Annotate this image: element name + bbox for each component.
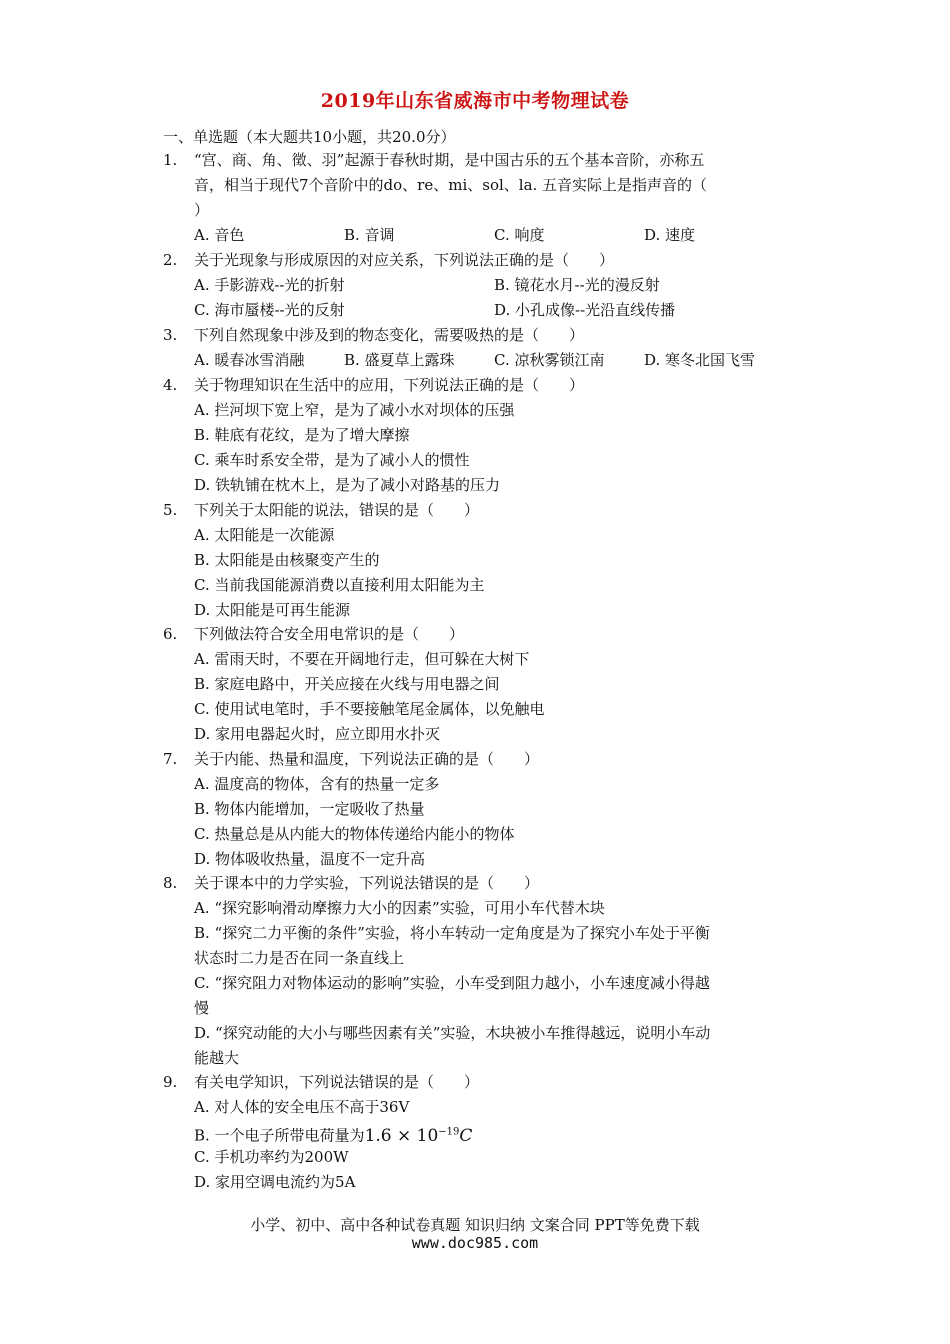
- option-1a: A. 音色: [194, 226, 245, 244]
- section-heading: 一、单选题（本大题共10小题，共20.0分）: [163, 128, 456, 146]
- option-8d-line-1: D. “探究动能的大小与哪些因素有关”实验，木块被小车推得越远，说明小车动: [194, 1024, 711, 1042]
- option-2a: A. 手影游戏--光的折射: [194, 276, 345, 294]
- option-1d: D. 速度: [644, 226, 696, 244]
- option-1c: C. 响度: [494, 226, 545, 244]
- option-4a: A. 拦河坝下宽上窄，是为了减小水对坝体的压强: [194, 401, 515, 419]
- option-2d: D. 小孔成像--光沿直线传播: [494, 301, 676, 319]
- option-7c: C. 热量总是从内能大的物体传递给内能小的物体: [194, 825, 515, 843]
- question-number-2: 2.: [163, 251, 178, 269]
- option-3c: C. 凉秋雾锁江南: [494, 351, 605, 369]
- question-7-text: 关于内能、热量和温度，下列说法正确的是（ ）: [194, 750, 540, 768]
- question-4-text: 关于物理知识在生活中的应用，下列说法正确的是（ ）: [194, 376, 585, 394]
- option-6d: D. 家用电器起火时，应立即用水扑灭: [194, 725, 441, 743]
- question-number-8: 8.: [163, 874, 178, 892]
- option-7a: A. 温度高的物体，含有的热量一定多: [194, 775, 440, 793]
- formula-unit: C: [459, 1125, 473, 1146]
- question-2-text: 关于光现象与形成原因的对应关系，下列说法正确的是（ ）: [194, 251, 615, 269]
- question-1-line-2: 音，相当于现代7个音阶中的do、re、mi、sol、la. 五音实际上是指声音的（: [194, 176, 708, 194]
- formula-exponent: −19: [438, 1126, 460, 1137]
- option-3b: B. 盛夏草上露珠: [344, 351, 455, 369]
- option-6c: C. 使用试电笔时，手不要接触笔尾金属体，以免触电: [194, 700, 545, 718]
- option-9d: D. 家用空调电流约为5A: [194, 1173, 356, 1191]
- page-title: 2019年山东省威海市中考物理试卷: [320, 90, 630, 112]
- option-7d: D. 物体吸收热量，温度不一定升高: [194, 850, 426, 868]
- question-3-text: 下列自然现象中涉及到的物态变化，需要吸热的是（ ）: [194, 326, 585, 344]
- option-4c: C. 乘车时系安全带，是为了减小人的惯性: [194, 451, 470, 469]
- option-5c: C. 当前我国能源消费以直接利用太阳能为主: [194, 576, 485, 594]
- option-7b: B. 物体内能增加，一定吸收了热量: [194, 800, 425, 818]
- option-8b-line-1: B. “探究二力平衡的条件”实验，将小车转动一定角度是为了探究小车处于平衡: [194, 924, 710, 942]
- option-1b: B. 音调: [344, 226, 395, 244]
- footer-text: 小学、初中、高中各种试卷真题 知识归纳 文案合同 PPT等免费下载: [250, 1216, 700, 1234]
- question-1-line-1: “宫、商、角、徵、羽”起源于春秋时期，是中国古乐的五个基本音阶，亦称五: [194, 151, 705, 169]
- question-number-1: 1.: [163, 151, 178, 169]
- option-9b-text: B. 一个电子所带电荷量为: [194, 1126, 365, 1145]
- question-5-text: 下列关于太阳能的说法，错误的是（ ）: [194, 501, 480, 519]
- option-5a: A. 太阳能是一次能源: [194, 526, 335, 544]
- formula-base: 1.6 × 10: [364, 1125, 439, 1146]
- option-8c-line-1: C. “探究阻力对物体运动的影响”实验，小车受到阻力越小，小车速度减小得越: [194, 974, 710, 992]
- question-number-4: 4.: [163, 376, 178, 394]
- option-2c: C. 海市蜃楼--光的反射: [194, 301, 345, 319]
- option-8d-line-2: 能越大: [194, 1049, 240, 1067]
- option-6b: B. 家庭电路中，开关应接在火线与用电器之间: [194, 675, 500, 693]
- option-5d: D. 太阳能是可再生能源: [194, 601, 351, 619]
- option-2b: B. 镜花水月--光的漫反射: [494, 276, 660, 294]
- option-6a: A. 雷雨天时，不要在开阔地行走，但可躲在大树下: [194, 650, 530, 668]
- option-8b-line-2: 状态时二力是否在同一条直线上: [194, 949, 405, 967]
- option-8c-line-2: 慢: [194, 999, 210, 1017]
- option-5b: B. 太阳能是由核聚变产生的: [194, 551, 380, 569]
- option-9a: A. 对人体的安全电压不高于36V: [194, 1098, 410, 1116]
- question-8-text: 关于课本中的力学实验，下列说法错误的是（ ）: [194, 874, 540, 892]
- option-9c: C. 手机功率约为200W: [194, 1148, 349, 1166]
- option-3a: A. 暖春冰雪消融: [194, 351, 305, 369]
- question-number-9: 9.: [163, 1073, 178, 1091]
- option-4b: B. 鞋底有花纹，是为了增大摩擦: [194, 426, 410, 444]
- question-number-6: 6.: [163, 625, 178, 643]
- option-4d: D. 铁轨铺在枕木上，是为了减小对路基的压力: [194, 476, 501, 494]
- option-3d: D. 寒冬北国飞雪: [644, 351, 756, 369]
- charge-formula: [365, 1126, 473, 1146]
- question-number-3: 3.: [163, 326, 178, 344]
- footer-url: www.doc985.com: [411, 1234, 539, 1252]
- option-9b: [194, 1122, 472, 1146]
- question-number-7: 7.: [163, 750, 178, 768]
- option-8a: A. “探究影响滑动摩擦力大小的因素”实验，可用小车代替木块: [194, 899, 605, 917]
- question-6-text: 下列做法符合安全用电常识的是（ ）: [194, 625, 465, 643]
- question-1-line-3: ）: [194, 201, 210, 219]
- question-number-5: 5.: [163, 501, 178, 519]
- question-9-text: 有关电学知识，下列说法错误的是（ ）: [194, 1073, 480, 1091]
